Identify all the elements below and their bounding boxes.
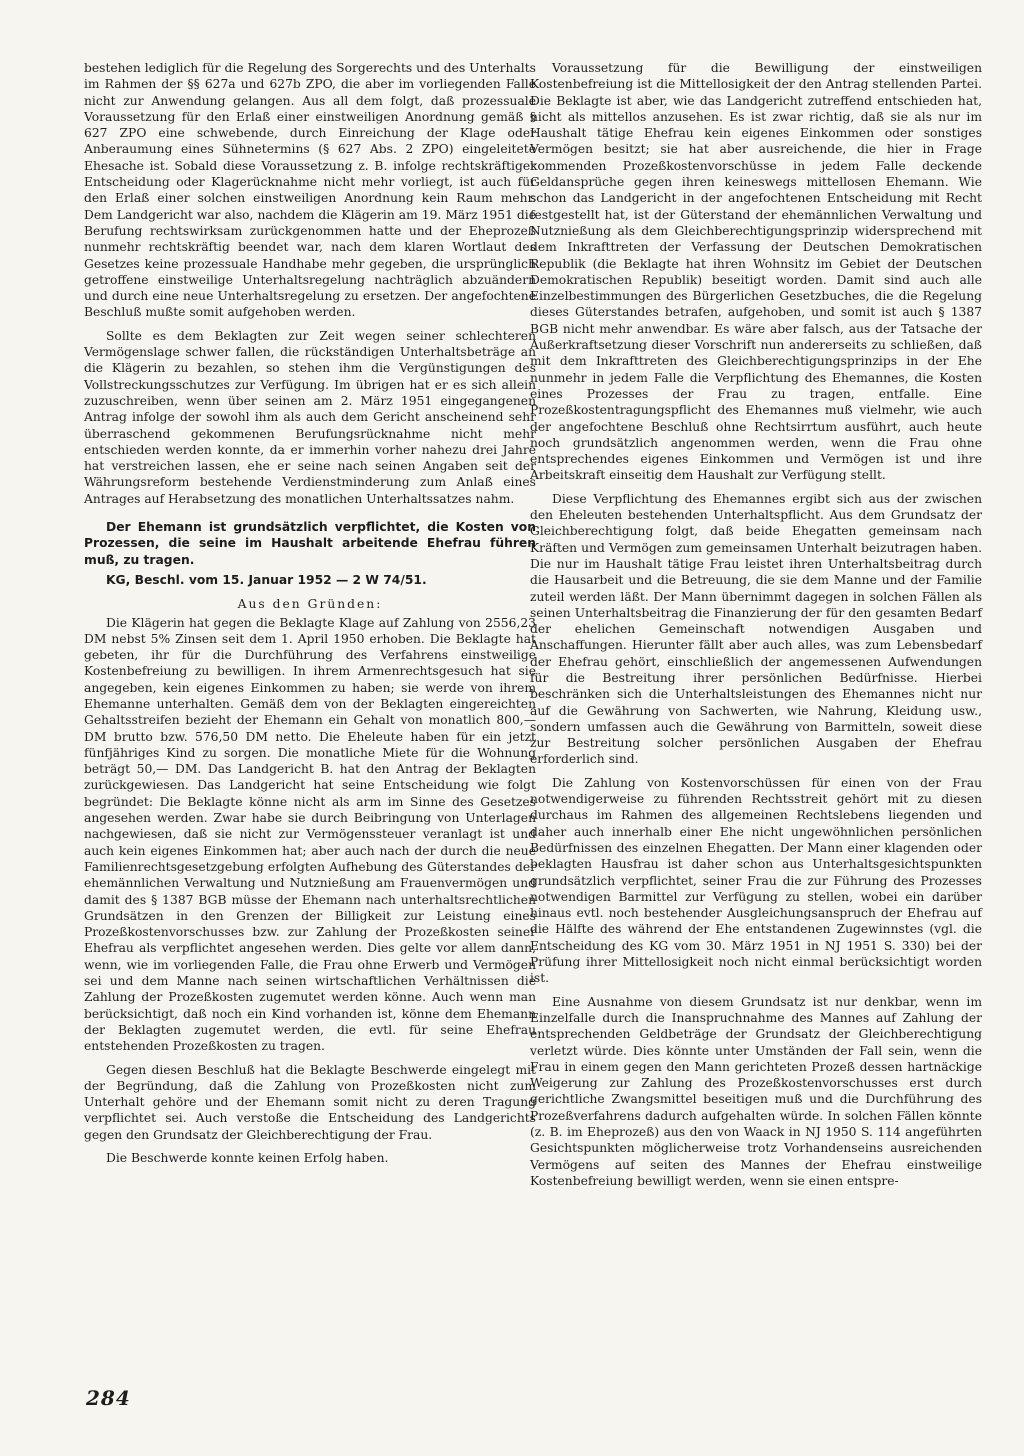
paragraph: Eine Ausnahme von diesem Grundsatz ist nur denkbar, wenn im Einzelfalle durch die Inanspruchnahme des Mannes auf Zahlung der entsprechenden Geldbeträge der Grundsatz der Gleichberechtigung verletzt würde. Dies könnte unter Umständen der Fall sein, wenn die Frau in einem gegen den Mann gerichteten Prozeß dessen hartnäckige Weigerung zur Zahlung des Prozeßkostenvorschusses erst durch gerichtliche Zwangsmittel beseitigen muß und die Durchführung des Prozeßverfahrens dadurch aufgehalten würde. In solchen Fällen könnte (z. B. im Eheprozeß) aus den von Waack in NJ 1950 S. 114 angeführten Gesichtspunkten möglicherweise trotz Vorhandenseins ausreichenden Vermögens auf seiten des Mannes der Ehefrau einstweilige Kostenbefreiung bewilligt werden, wenn sie einen entspre- xyxy=(530,994,982,1188)
section-heading: Aus den Gründen: xyxy=(237,597,383,612)
paragraph: Gegen diesen Beschluß hat die Beklagte Beschwerde eingelegt mit der Begründung, daß die Zahlung von Prozeßkosten nicht zum Unterhalt gehöre und der Ehemann somit nicht zu deren Tragung verpflichtet sei. Auch verstoße die Entscheidung des Landgerichts gegen den Grundsatz der Gleichberechtigung der Frau. xyxy=(84,1062,536,1142)
paragraph: Die Beschwerde konnte keinen Erfolg haben. xyxy=(106,1151,389,1165)
paragraph: Diese Verpflichtung des Ehemannes ergibt sich aus der zwischen den Eheleuten bestehenden Unterhaltspflicht. Aus dem Grundsatz der Gleichberechtigung folgt, daß beide Ehegatten gemeinsam nach Kräften und Vermögen zum gemeinsamen Unterhalt beizutragen haben. Die nur im Haushalt tätige Frau leistet ihren Unterhaltsbeitrag durch die Hausarbeit und die Betreuung, die sie dem Manne und der Familie zuteil werden läßt. Der Mann übernimmt dagegen in solchen Fällen als seinen Unterhaltsbeitrag die Finanzierung der für den gesamten Bedarf der ehelichen Gemeinschaft notwendigen Ausgaben und Anschaffungen. Hierunter fällt aber auch alles, was zum Lebensbedarf der Ehefrau gehört, einschließlich der angemessenen Aufwendungen für die Bestreitung ihrer persönlichen Bedürfnisse. Hierbei beschränken sich die Unterhaltsleistungen des Ehemannes nicht nur auf die Gewährung von Sachwerten, wie Nahrung, Kleidung usw., sondern umfassen auch die Gewährung von Barmitteln, soweit diese zur Bestreitung solcher persönlichen Ausgaben der Ehefrau erforderlich sind. xyxy=(530,491,982,767)
left-column xyxy=(84,60,536,1173)
court-citation: KG, Beschl. vom 15. Januar 1952 — 2 W 74/51. xyxy=(106,572,427,587)
paragraph: Die Klägerin hat gegen die Beklagte Klage auf Zahlung von 2556,23 DM nebst 5% Zinsen seit dem 1. April 1950 erhoben. Die Beklagte hat gebeten, ihr für die Durchführung des Verfahrens einstweilige Kostenbefreiung zu bewilligen. In ihrem Armenrechtsgesuch hat sie angegeben, kein eigenes Einkommen zu haben; sie werde von ihrem Ehemanne unterhalten. Gemäß dem von der Beklagten eingereichten Gehaltsstreifen bezieht der Ehemann ein Gehalt von monatlich 800,— DM brutto bzw. 576,50 DM netto. Die Eheleute haben für ein jetzt fünfjähriges Kind zu sorgen. Die monatliche Miete für die Wohnung beträgt 50,— DM. Das Landgericht B. hat den Antrag der Beklagten zurückgewiesen. Das Landgericht hat seine Entscheidung wie folgt begründet: Die Beklagte könne nicht als arm im Sinne des Gesetzes angesehen werden. Zwar habe sie durch Beibringung von Unterlagen nachgewiesen, daß sie nicht zur Vermögenssteuer veranlagt ist und auch kein eigenes Einkommen hat; aber auch nach der durch die neue Familienrechtsgesetzgebung erfolgten Aufhebung des Güterstandes der ehemännlichen Verwaltung und Nutznießung am Frauenvermögen und damit des § 1387 BGB müsse der Ehemann nach unterhaltsrechtlichen Grundsätzen in den Grenzen der Billigkeit zur Leistung eines Prozeßkostenvorschusses bzw. zur Zahlung der Prozeßkosten seiner Ehefrau als verpflichtet angesehen werden. Dies gelte vor allem dann, wenn, wie im vorliegenden Falle, die Frau ohne Erwerb und Vermögen sei und dem Manne nach seinen wirtschaftlichen Verhältnissen die Zahlung der Prozeßkosten zugemutet werden könne. Auch wenn man berücksichtigt, daß noch ein Kind vorhanden ist, könne dem Ehemann der Beklagten zugemutet werden, die evtl. für seine Ehefrau entstehenden Prozeßkosten zu tragen. xyxy=(84,615,536,1054)
paragraph: Voraussetzung für die Bewilligung der einstweiligen Kostenbefreiung ist die Mittellosigkeit der den Antrag stellenden Partei. Die Beklagte ist aber, wie das Landgericht zutreffend entschieden hat, nicht als mittellos anzusehen. Es ist zwar richtig, daß sie als nur im Haushalt tätige Ehefrau kein eigenes Einkommen oder sonstiges Vermögen besitzt; sie hat aber ausreichende, die hier in Frage kommenden Prozeßkostenvorschüsse in jedem Falle deckende Geldansprüche gegen ihren keineswegs mittellosen Ehemann. Wie schon das Landgericht in der angefochtenen Entscheidung mit Recht festgestellt hat, ist der Güterstand der ehemännlichen Verwaltung und Nutznießung als dem Gleichberechtigungsprinzip widersprechend mit dem Inkrafttreten der Verfassung der Deutschen Demokratischen Republik (die Beklagte hat ihren Wohnsitz im Gebiet der Deutschen Demokratischen Republik) beseitigt worden. Damit sind auch alle Einzelbestimmungen des Bürgerlichen Gesetzbuches, die die Regelung dieses Güterstandes betrafen, aufgehoben, und somit ist auch § 1387 BGB nicht mehr anwendbar. Es wäre aber falsch, aus der Tatsache der Außerkraftsetzung dieser Vorschrift nun andererseits zu schließen, daß mit dem Inkrafttreten des Gleichberechtigungsprinzips in der Ehe nunmehr in jedem Falle die Verpflichtung des Ehemannes, die Kosten eines Prozesses der Frau zu tragen, entfalle. Eine Prozeßkostentragungspflicht des Ehemannes muß vielmehr, wie auch der angefochtene Beschluß ohne Rechtsirrtum ausführt, auch heute noch grundsätzlich angenommen werden, wenn die Frau ohne entsprechendes eigenes Einkommen und Vermögen ist und ihre Arbeitskraft einseitig dem Haushalt zur Verfügung stellt. xyxy=(530,61,982,483)
paragraph: Die Zahlung von Kostenvorschüssen für einen von der Frau notwendigerweise zu führenden Rechtsstreit gehört mit zu diesen durchaus im Rahmen des allgemeinen Rechtslebens liegenden und daher auch innerhalb einer Ehe nicht ungewöhnlichen persönlichen Bedürfnissen des einzelnen Ehegatten. Der Mann einer klagenden oder beklagten Hausfrau ist daher schon aus Unterhaltsgesichtspunkten grundsätzlich verpflichtet, seiner Frau die zur Führung des Prozesses notwendigen Barmittel zur Verfügung zu stellen, wobei ein darüber hinaus evtl. noch bestehender Ausgleichungsanspruch der Ehefrau auf die Hälfte des während der Ehe entstandenen Zugewinnstes (vgl. die Entscheidung des KG vom 30. März 1951 in NJ 1951 S. 330) bei der Prüfung ihrer Mittellosigkeit noch nicht einmal berücksichtigt worden ist. xyxy=(530,775,982,986)
headnote: Der Ehemann ist grundsätzlich verpflichtet, die Kosten von Prozessen, die seine im Haushalt arbeitende Ehefrau führen muß, zu tragen. xyxy=(84,520,536,567)
right-column xyxy=(530,60,982,1196)
paragraph: Sollte es dem Beklagten zur Zeit wegen seiner schlechteren Vermögenslage schwer fallen, die rückständigen Unterhaltsbeträge an die Klägerin zu bezahlen, so stehen ihm die Vergünstigungen des Vollstreckungsschutzes zur Verfügung. Im übrigen hat er es sich allein zuzuschreiben, wenn über seinen am 2. März 1951 eingegangenen Antrag infolge der sowohl ihm als auch dem Gericht anscheinend sehr überraschend gekommenen Berufungsrücknahme nicht mehr entschieden werden konnte, da er immerhin vorher nahezu drei Jahre hat verstreichen lassen, ehe er seine nach seinen Angaben seit der Währungsreform bestehende Verdienstminderung zum Anlaß eines Antrages auf Herabsetzung des monatlichen Unterhaltssatzes nahm. xyxy=(84,328,536,506)
page-number: 284 xyxy=(86,1386,131,1410)
paragraph: bestehen lediglich für die Regelung des Sorgerechts und des Unterhalts im Rahmen der §§ 627a und 627b ZPO, die aber im vorliegenden Falle nicht zur Anwendung gelangen. Aus all dem folgt, daß prozessuale Voraussetzung für den Erlaß einer einstweiligen Anordnung gemäß § 627 ZPO eine schwebende, durch Einreichung der Klage oder Anberaumung eines Sühnetermins (§ 627 Abs. 2 ZPO) eingeleitete Ehesache ist. Sobald diese Voraussetzung z. B. infolge rechtskräftiger Entscheidung oder Klagerücknahme nicht mehr vorliegt, ist auch für den Erlaß einer solchen einstweiligen Anordnung kein Raum mehr. Dem Landgericht war also, nachdem die Klägerin am 19. März 1951 die Berufung rechtswirksam zurückgenommen hatte und der Eheprozeß nunmehr rechtskräftig beendet war, nach dem klaren Wortlaut des Gesetzes keine prozessuale Handhabe mehr gegeben, die ursprünglich getroffene einstweilige Unterhaltsregelung nachträglich abzuändern und durch eine neue Unterhaltsregelung zu ersetzen. Der angefochtene Beschluß mußte somit aufgehoben werden. xyxy=(84,61,536,320)
